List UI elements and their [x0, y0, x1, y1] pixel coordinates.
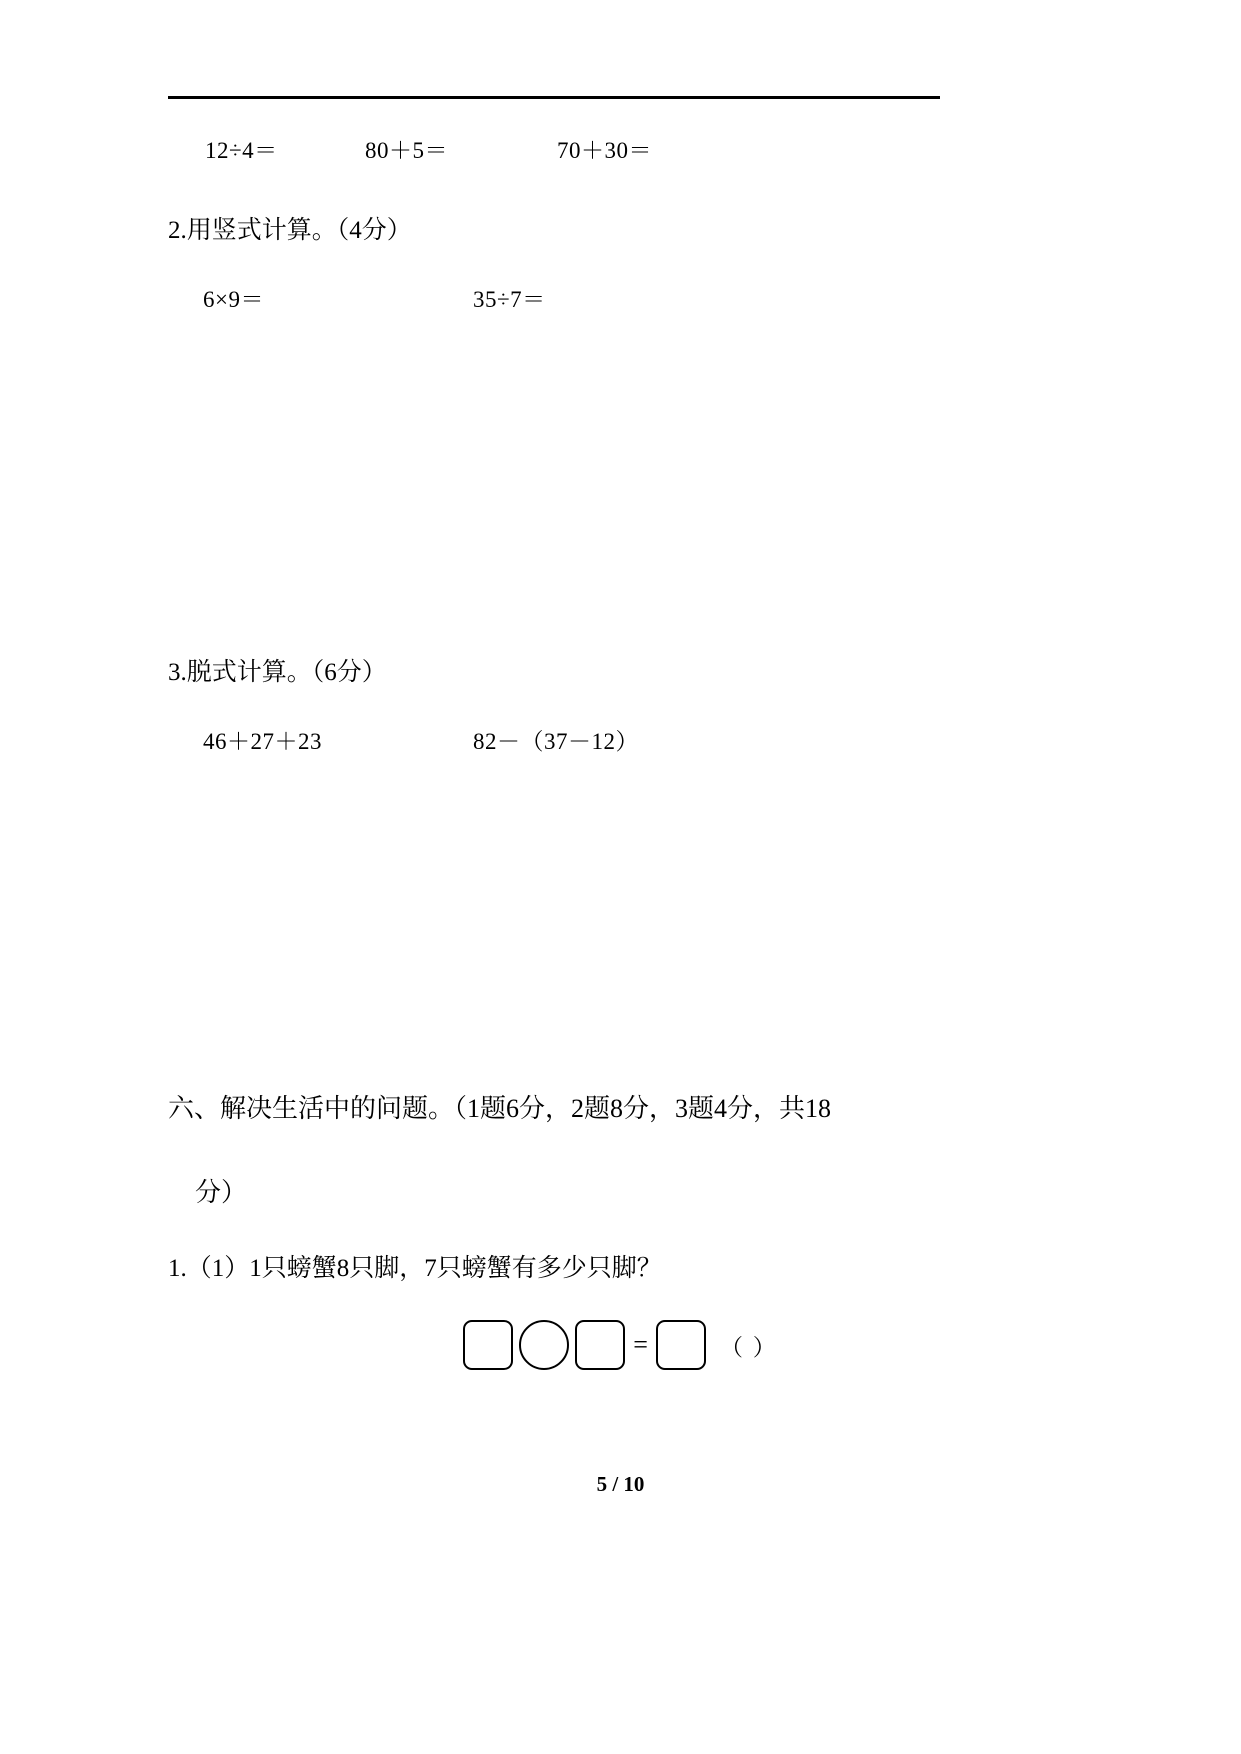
question-2-expression-2: 35÷7＝ — [473, 287, 546, 312]
answer-box-result[interactable] — [656, 1320, 706, 1370]
problem-1-text: 1.（1）1只螃蟹8只脚，7只螃蟹有多少只脚？ — [168, 1255, 662, 1282]
unit-blank[interactable]: （ ） — [719, 1334, 778, 1360]
header-rule — [168, 96, 940, 99]
question-3-expression-1: 46＋27＋23 — [203, 729, 322, 754]
oral-expression-1: 12÷4＝ — [205, 138, 278, 163]
answer-box-operator[interactable] — [519, 1320, 569, 1370]
problem-1-answer-row — [0, 1320, 1241, 1370]
section-6-heading-line1: 六、解决生活中的问题。（1题6分，2题8分，3题4分，共18 — [168, 1094, 832, 1123]
equals-sign: = — [633, 1330, 648, 1359]
question-2-expression-1: 6×9＝ — [203, 287, 264, 312]
answer-box-operand-2[interactable] — [575, 1320, 625, 1370]
answer-box-operand-1[interactable] — [463, 1320, 513, 1370]
question-2-heading: 2.用竖式计算。（4分） — [168, 217, 412, 244]
question-3-expression-2: 82－（37－12） — [473, 729, 639, 754]
section-6-heading-line2: 分） — [195, 1178, 248, 1207]
question-3-heading: 3.脱式计算。（6分） — [168, 659, 387, 686]
oral-expression-3: 70＋30＝ — [557, 138, 652, 163]
page-number: 5 / 10 — [596, 1472, 645, 1496]
oral-expression-2: 80＋5＝ — [365, 138, 448, 163]
